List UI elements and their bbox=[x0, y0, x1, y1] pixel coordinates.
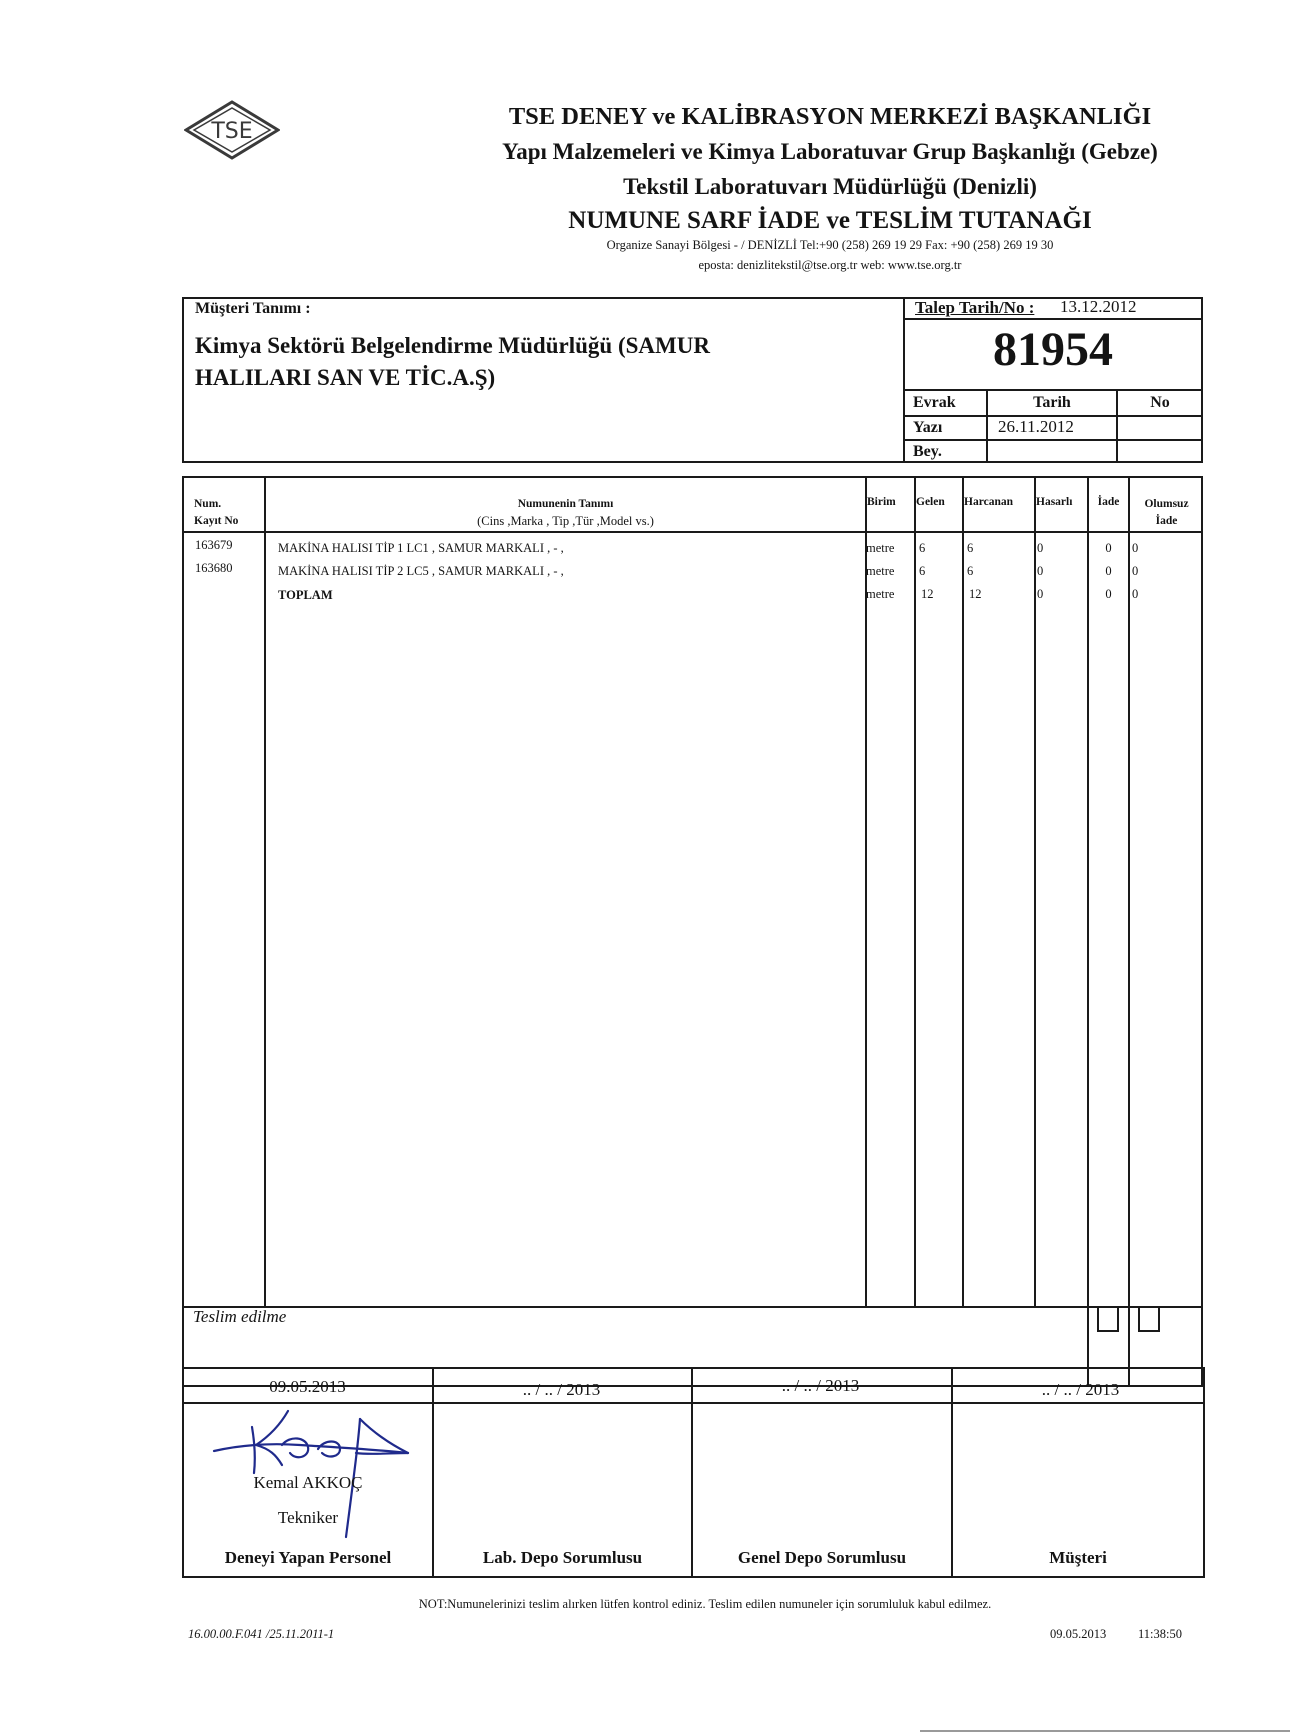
delivery-checkbox-olumsuz-iade[interactable] bbox=[1138, 1308, 1160, 1332]
cell-hasarli: 0 bbox=[1037, 587, 1044, 601]
signature-role: Müşteri bbox=[1049, 1548, 1107, 1567]
divider bbox=[903, 439, 1203, 441]
lab-name: Tekstil Laboratuvarı Müdürlüğü (Denizli) bbox=[623, 174, 1037, 199]
divider bbox=[914, 476, 916, 1307]
cell-gelen: 6 bbox=[919, 564, 926, 578]
delivery-label: Teslim edilme bbox=[193, 1307, 287, 1326]
doc-header-tarih: Tarih bbox=[1033, 394, 1071, 411]
cell-iade: 0 bbox=[1105, 541, 1112, 555]
cell-harcanan: 6 bbox=[967, 564, 974, 578]
col-header-harcanan: Harcanan bbox=[964, 496, 1013, 508]
cell-iade: 0 bbox=[1105, 587, 1112, 601]
cell-gelen: 6 bbox=[919, 541, 926, 555]
doc-header-evrak: Evrak bbox=[913, 394, 956, 411]
customer-name bbox=[195, 330, 875, 394]
request-date-label: Talep Tarih/No : bbox=[915, 298, 1035, 317]
cell-olumsuz-iade: 0 bbox=[1132, 541, 1139, 555]
scan-artifact-line bbox=[920, 1730, 1290, 1732]
col-header-olumsuz-iade: Olumsuz İade bbox=[1144, 498, 1189, 527]
col-header-tanim: Numunenin Tanımı (Cins ,Marka , Tip ,Tür ,Model vs.) bbox=[477, 498, 654, 528]
org-name: TSE DENEY ve KALİBRASYON MERKEZİ BAŞKANLIĞI bbox=[508, 103, 1152, 130]
divider bbox=[691, 1367, 693, 1578]
divider bbox=[182, 1402, 1205, 1404]
cell-olumsuz-iade: 0 bbox=[1132, 564, 1139, 578]
samples-table bbox=[182, 476, 1203, 1387]
signature-date: .. / .. / 2013 bbox=[522, 1380, 601, 1399]
request-date: 13.12.2012 bbox=[1060, 297, 1137, 316]
cell-hasarli: 0 bbox=[1037, 541, 1044, 555]
col-header-gelen: Gelen bbox=[916, 496, 945, 508]
signature-role: Lab. Depo Sorumlusu bbox=[482, 1548, 643, 1567]
document-title: NUMUNE SARF İADE ve TESLİM TUTANAĞI bbox=[568, 207, 1092, 234]
request-number: 81954 bbox=[993, 323, 1113, 376]
tse-logo-text: TSE bbox=[211, 119, 253, 144]
doc-header-no: No bbox=[1150, 394, 1170, 411]
cell-birim: metre bbox=[866, 564, 895, 578]
signer-name: Kemal AKKOÇ bbox=[253, 1473, 363, 1492]
cell-tanim: MAKİNA HALISI TİP 2 LC5 , SAMUR MARKALI , - , bbox=[278, 564, 564, 578]
print-time: 11:38:50 bbox=[1138, 1627, 1182, 1641]
divider bbox=[1034, 476, 1036, 1307]
signature-date: .. / .. / 2013 bbox=[1041, 1380, 1120, 1399]
col-header-birim: Birim bbox=[867, 496, 896, 508]
doc-row-date: 26.11.2012 bbox=[998, 417, 1074, 436]
divider bbox=[264, 476, 266, 1307]
cell-hasarli: 0 bbox=[1037, 564, 1044, 578]
delivery-checkbox-iade[interactable] bbox=[1097, 1308, 1119, 1332]
divider bbox=[1087, 476, 1089, 1387]
divider bbox=[182, 531, 1203, 533]
signature-date: .. / .. / 2013 bbox=[781, 1376, 860, 1395]
divider bbox=[903, 318, 1203, 320]
doc-row-type: Bey. bbox=[913, 443, 942, 460]
cell-gelen: 12 bbox=[921, 587, 934, 601]
divider bbox=[1128, 476, 1130, 1387]
signature-role: Genel Depo Sorumlusu bbox=[737, 1548, 907, 1567]
col-header-iade: İade bbox=[1097, 496, 1120, 508]
divider bbox=[903, 389, 1203, 391]
col-header-kayit-no: Num. Kayıt No bbox=[194, 498, 239, 527]
cell-harcanan: 12 bbox=[969, 587, 982, 601]
signature-role: Deneyi Yapan Personel bbox=[224, 1548, 392, 1567]
contact-line: eposta: denizlitekstil@tse.org.tr web: www.tse.org.tr bbox=[698, 258, 962, 272]
cell-birim: metre bbox=[866, 541, 895, 555]
signer-title: Tekniker bbox=[277, 1508, 339, 1527]
customer-name-line2: HALILARI SAN VE TİC.A.Ş) bbox=[195, 365, 496, 390]
doc-row-type: Yazı bbox=[913, 419, 943, 436]
disclaimer-note: NOT:Numunelerinizi teslim alırken lütfen kontrol ediniz. Teslim edilen numuneler için sorumluluk kabul edilmez. bbox=[418, 1597, 992, 1611]
cell-tanim-total: TOPLAM bbox=[278, 588, 333, 602]
signature-date: 09.05.2013 bbox=[269, 1377, 346, 1396]
cell-harcanan: 6 bbox=[967, 541, 974, 555]
customer-label: Müşteri Tanımı : bbox=[195, 300, 311, 317]
customer-name-line1: Kimya Sektörü Belgelendirme Müdürlüğü (SAMUR bbox=[195, 333, 710, 358]
cell-kayit-no: 163679 bbox=[195, 538, 233, 552]
col-header-hasarli: Hasarlı bbox=[1036, 496, 1073, 508]
cell-kayit-no: 163680 bbox=[195, 561, 233, 575]
address-line: Organize Sanayi Bölgesi - / DENİZLİ Tel:+90 (258) 269 19 29 Fax: +90 (258) 269 19 30 bbox=[606, 238, 1054, 252]
group-name: Yapı Malzemeleri ve Kimya Laboratuvar Grup Başkanlığı (Gebze) bbox=[502, 139, 1158, 164]
cell-birim: metre bbox=[866, 587, 895, 601]
cell-iade: 0 bbox=[1105, 564, 1112, 578]
print-date: 09.05.2013 bbox=[1050, 1627, 1107, 1641]
divider bbox=[182, 1306, 1203, 1308]
tse-logo-icon bbox=[184, 100, 280, 160]
divider bbox=[962, 476, 964, 1307]
cell-tanim: MAKİNA HALISI TİP 1 LC1 , SAMUR MARKALI , - , bbox=[278, 541, 564, 555]
cell-olumsuz-iade: 0 bbox=[1132, 587, 1139, 601]
form-code: 16.00.00.F.041 /25.11.2011-1 bbox=[188, 1627, 335, 1641]
